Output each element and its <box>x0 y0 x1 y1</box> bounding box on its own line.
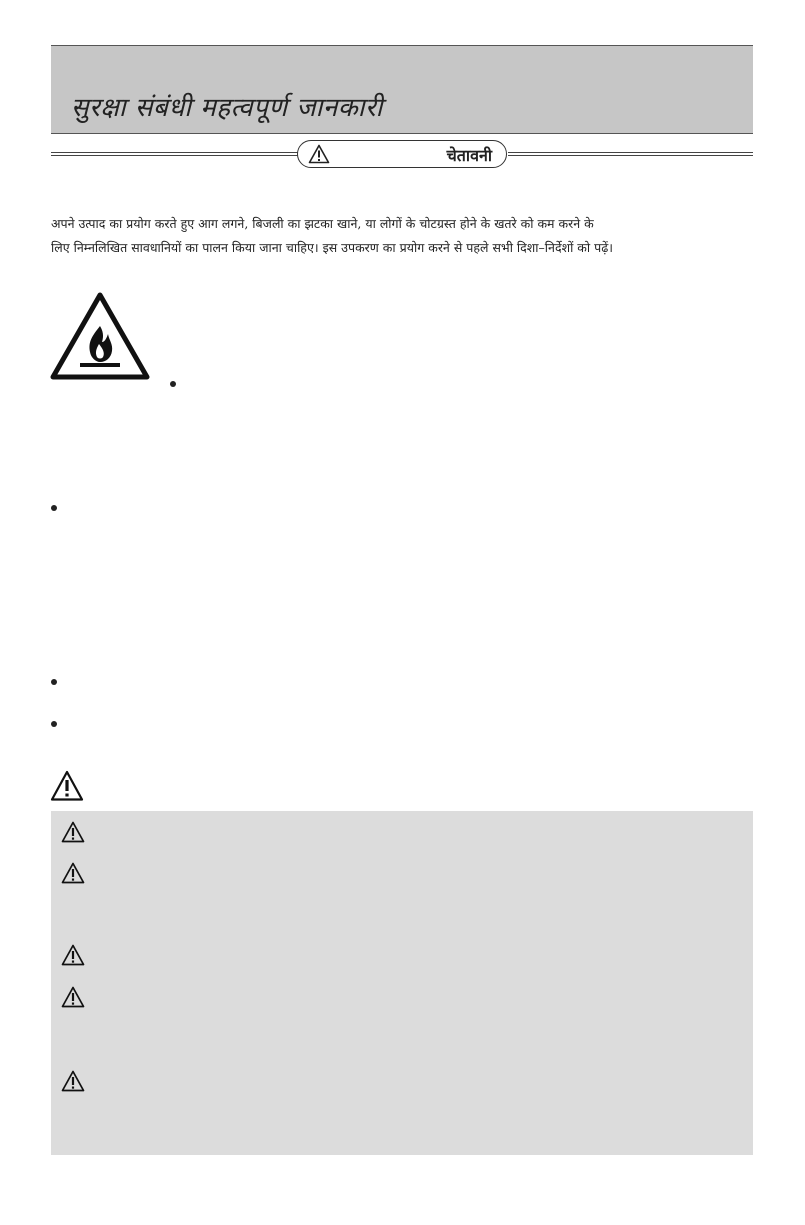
warning-triangle-icon <box>61 862 85 884</box>
header-band <box>51 45 753 134</box>
caution-panel <box>51 811 753 1155</box>
intro-line-1: अपने उत्पाद का प्रयोग करते हुए आग लगने, बिजली का झटका खाने, या लोगों के चोटग्रस्त होने के खतरे को कम करने के <box>51 216 594 231</box>
bullet-4 <box>51 721 57 727</box>
warning-label: चेतावनी <box>446 146 492 165</box>
intro-line-2: लिए निम्नलिखित सावधानियों का पालन किया जाना चाहिए। इस उपकरण का प्रयोग करने से पहले सभी दिशा–निर्देशों को पढ़ें। <box>51 240 613 255</box>
warning-triangle-icon <box>61 986 85 1008</box>
warning-triangle-icon <box>61 944 85 966</box>
bullet-3 <box>51 679 57 685</box>
warning-triangle-icon <box>61 1070 85 1092</box>
flammable-warning-icon <box>50 292 150 380</box>
intro-paragraph <box>51 212 756 260</box>
warning-banner <box>297 140 507 168</box>
bullet-2 <box>51 505 57 511</box>
page-title: सुरक्षा संबंधी महत्वपूर्ण जानकारी <box>71 93 383 123</box>
warning-triangle-icon <box>50 770 84 802</box>
warning-triangle-icon <box>61 821 85 843</box>
divider-left <box>51 152 298 156</box>
divider-right <box>508 152 753 156</box>
warning-triangle-icon <box>308 144 330 164</box>
bullet-1 <box>170 381 176 387</box>
